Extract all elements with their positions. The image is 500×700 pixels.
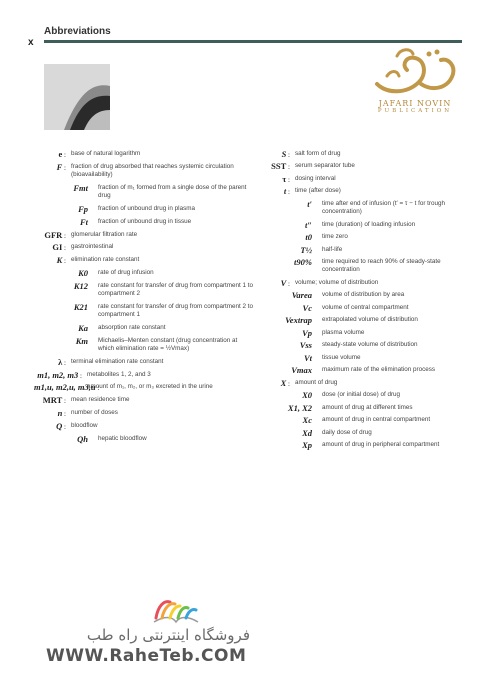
abbreviation-definition: fraction of drug absorbed that reaches systemic circulation (bioavailability)	[71, 162, 234, 179]
abbreviation-definition: amount of drug at different times	[322, 403, 413, 411]
abbreviation-entry	[258, 366, 470, 374]
abbreviation-entry	[34, 371, 254, 379]
abbreviation-symbol: GI :	[34, 242, 66, 253]
abbreviation-definition: amount of drug in central compartment	[322, 416, 431, 424]
abbreviation-entry	[258, 279, 470, 287]
abbreviation-symbol: Km	[75, 335, 88, 346]
abbreviation-entry	[34, 163, 254, 180]
abbreviation-definition: amount of m₁, m₂, or m₃ excreted in the urine	[87, 383, 213, 391]
abbreviation-symbol: m1, m2, m3 :	[34, 370, 82, 381]
abbreviation-entry	[34, 337, 254, 354]
abbreviation-symbol: t′	[307, 198, 312, 209]
abbreviation-definition: serum separator tube	[295, 162, 355, 170]
abbreviation-entry	[34, 256, 254, 264]
abbreviation-entry	[34, 303, 254, 320]
abbreviation-entry	[258, 162, 470, 170]
abbreviation-entry	[34, 243, 254, 251]
section-title: Abbreviations	[44, 26, 111, 37]
abbreviation-entry	[258, 329, 470, 337]
abbreviation-entry	[258, 416, 470, 424]
abbreviation-definition: time after end of infusion (t′ = τ − t for trough concentration)	[322, 199, 446, 216]
abbreviation-entry	[34, 422, 254, 430]
abbreviation-entry	[34, 324, 254, 332]
abbreviation-definition: steady-state volume of distribution	[322, 341, 418, 349]
abbreviation-symbol: m1,u, m2,u, m3,u :	[34, 382, 82, 393]
abbreviation-definition: number of doses	[71, 409, 118, 417]
abbreviation-entry	[258, 233, 470, 241]
abbreviation-symbol: λ :	[34, 357, 66, 368]
abbreviations-left-column	[34, 150, 254, 447]
abbreviation-symbol: Vextrap	[285, 315, 312, 326]
abbreviation-symbol: T½	[300, 244, 312, 255]
abbreviation-entry	[258, 316, 470, 324]
abbreviation-symbol: e :	[34, 149, 66, 160]
abbreviation-definition: mean residence time	[71, 396, 130, 404]
abbreviation-symbol: SST :	[258, 161, 290, 172]
book-watermark-icon	[150, 596, 202, 626]
abbreviation-definition: elimination rate constant	[71, 256, 140, 264]
abbreviation-entry	[258, 341, 470, 349]
abbreviation-definition: fraction of unbound drug in plasma	[98, 204, 195, 212]
abbreviation-symbol: t90%	[294, 257, 312, 268]
abbreviation-definition: dosing interval	[295, 174, 336, 182]
abbreviation-symbol: Xp	[302, 440, 312, 451]
abbreviation-symbol: GFR :	[34, 230, 66, 241]
chapter-photo	[44, 64, 110, 130]
abbreviation-symbol: Ft	[79, 216, 88, 227]
abbreviation-symbol: S :	[258, 149, 290, 160]
abbreviation-symbol: Xc	[302, 415, 312, 426]
abbreviation-definition: tissue volume	[322, 353, 361, 361]
abbreviation-definition: time zero	[322, 233, 348, 241]
abbreviation-definition: rate of drug infusion	[98, 268, 154, 276]
abbreviation-symbol: Ka	[78, 322, 88, 333]
abbreviation-symbol: n :	[34, 408, 66, 419]
abbreviation-symbol: X0	[302, 390, 312, 401]
abbreviation-symbol: MRT :	[34, 395, 66, 406]
abbreviation-definition: fraction of m₁ formed from a single dose of the parent drug	[98, 183, 247, 200]
abbreviation-entry	[258, 200, 470, 217]
abbreviation-definition: volume; volume of distribution	[295, 278, 379, 286]
logo-line-2: PUBLICATION	[377, 108, 453, 114]
abbreviation-symbol: Fp	[78, 203, 88, 214]
abbreviation-entry	[258, 175, 470, 183]
abbreviation-symbol: Vss	[299, 340, 312, 351]
abbreviation-symbol: V :	[258, 278, 290, 289]
abbreviation-entry	[258, 429, 470, 437]
abbreviation-entry	[34, 218, 254, 226]
abbreviation-symbol: t0	[305, 232, 312, 243]
abbreviation-definition: fraction of unbound drug in tissue	[98, 217, 192, 225]
abbreviation-definition: dose (or initial dose) of drug	[322, 391, 401, 399]
abbreviation-definition: half-life	[322, 245, 343, 253]
abbreviation-definition: time (after dose)	[295, 187, 341, 195]
abbreviation-entry	[34, 435, 254, 443]
abbreviation-symbol: Q :	[34, 421, 66, 432]
abbreviation-symbol: Varea	[291, 290, 312, 301]
abbreviation-definition: time (duration) of loading infusion	[322, 220, 416, 228]
abbreviation-entry	[34, 184, 254, 201]
abbreviations-right-column	[258, 150, 470, 454]
abbreviation-entry	[258, 150, 470, 158]
abbreviation-definition: bloodflow	[71, 421, 98, 429]
abbreviation-symbol: K :	[34, 255, 66, 266]
abbreviation-symbol: F :	[34, 162, 66, 173]
abbreviation-entry	[258, 291, 470, 299]
abbreviation-definition: glomerular filtration rate	[71, 230, 138, 238]
abbreviation-definition: Michaelis–Menten constant (drug concentration at which elimination rate = ½Vmax)	[98, 336, 238, 353]
abbreviation-symbol: X1, X2	[287, 402, 312, 413]
abbreviation-entry	[34, 396, 254, 404]
abbreviation-symbol: Qh	[77, 433, 88, 444]
abbreviation-entry	[34, 383, 254, 391]
abbreviation-definition: gastrointestinal	[71, 243, 114, 251]
abbreviation-entry	[258, 246, 470, 254]
abbreviation-definition: salt form of drug	[295, 150, 341, 157]
page-marker: x	[28, 37, 34, 48]
watermark-text: فروشگاه اینترنتی راه طب	[86, 626, 250, 644]
abbreviation-symbol: t :	[258, 186, 290, 197]
abbreviation-entry	[258, 258, 470, 275]
abbreviation-symbol: Xd	[302, 427, 312, 438]
abbreviation-entry	[258, 441, 470, 449]
logo-mark-icon	[367, 46, 463, 98]
abbreviation-symbol: Vp	[302, 327, 312, 338]
abbreviation-entry	[258, 379, 470, 387]
abbreviation-definition: amount of drug in peripheral compartment	[322, 441, 440, 449]
abbreviation-symbol: Vc	[302, 302, 312, 313]
abbreviation-entry	[258, 354, 470, 362]
abbreviation-definition: plasma volume	[322, 328, 365, 336]
abbreviation-definition: base of natural logarithm	[71, 150, 141, 157]
abbreviation-symbol: τ :	[258, 174, 290, 185]
abbreviation-definition: extrapolated volume of distribution	[322, 316, 418, 324]
abbreviation-entry	[34, 269, 254, 277]
abbreviation-symbol: K0	[78, 267, 88, 278]
abbreviation-entry	[34, 231, 254, 239]
abbreviation-symbol: X :	[258, 378, 290, 389]
abbreviation-definition: amount of drug	[295, 378, 338, 386]
abbreviation-entry	[258, 221, 470, 229]
abbreviation-entry	[34, 358, 254, 366]
abbreviation-entry	[34, 150, 254, 158]
header-rule	[44, 40, 462, 43]
abbreviation-definition: rate constant for transfer of drug from compartment 1 to compartment 2	[98, 281, 254, 298]
abbreviation-symbol: Vt	[303, 352, 312, 363]
abbreviation-definition: terminal elimination rate constant	[71, 357, 164, 365]
abbreviation-entry	[34, 282, 254, 299]
abbreviation-symbol: K12	[73, 280, 88, 291]
abbreviation-definition: rate constant for transfer of drug from compartment 2 to compartment 1	[98, 302, 254, 319]
abbreviation-entry	[258, 404, 470, 412]
abbreviation-entry	[258, 391, 470, 399]
abbreviation-definition: maximum rate of the elimination process	[322, 366, 436, 374]
abbreviation-definition: metabolites 1, 2, and 3	[87, 370, 151, 378]
abbreviation-entry	[258, 187, 470, 195]
abbreviation-symbol: Vmax	[291, 365, 312, 376]
abbreviation-definition: absorption rate constant	[98, 323, 166, 331]
publisher-logo	[356, 46, 474, 126]
abbreviation-definition: daily dose of drug	[322, 428, 372, 436]
abbreviation-definition: hepatic bloodflow	[98, 434, 147, 442]
abbreviation-entry	[34, 409, 254, 417]
abbreviation-entry	[34, 205, 254, 213]
abbreviation-definition: volume of distribution by area	[322, 291, 405, 299]
abbreviation-entry	[258, 304, 470, 312]
abbreviation-symbol: Fmt	[73, 182, 88, 193]
abbreviation-symbol: t″	[304, 219, 312, 230]
abbreviation-definition: volume of central compartment	[322, 303, 409, 311]
abbreviation-symbol: K21	[73, 301, 88, 312]
watermark-url[interactable]: WWW.RaheTeb.COM	[46, 646, 247, 666]
abbreviation-definition: time required to reach 90% of steady-state concentration	[322, 258, 441, 274]
logo-line-1: JAFARI NOVIN	[378, 99, 452, 108]
